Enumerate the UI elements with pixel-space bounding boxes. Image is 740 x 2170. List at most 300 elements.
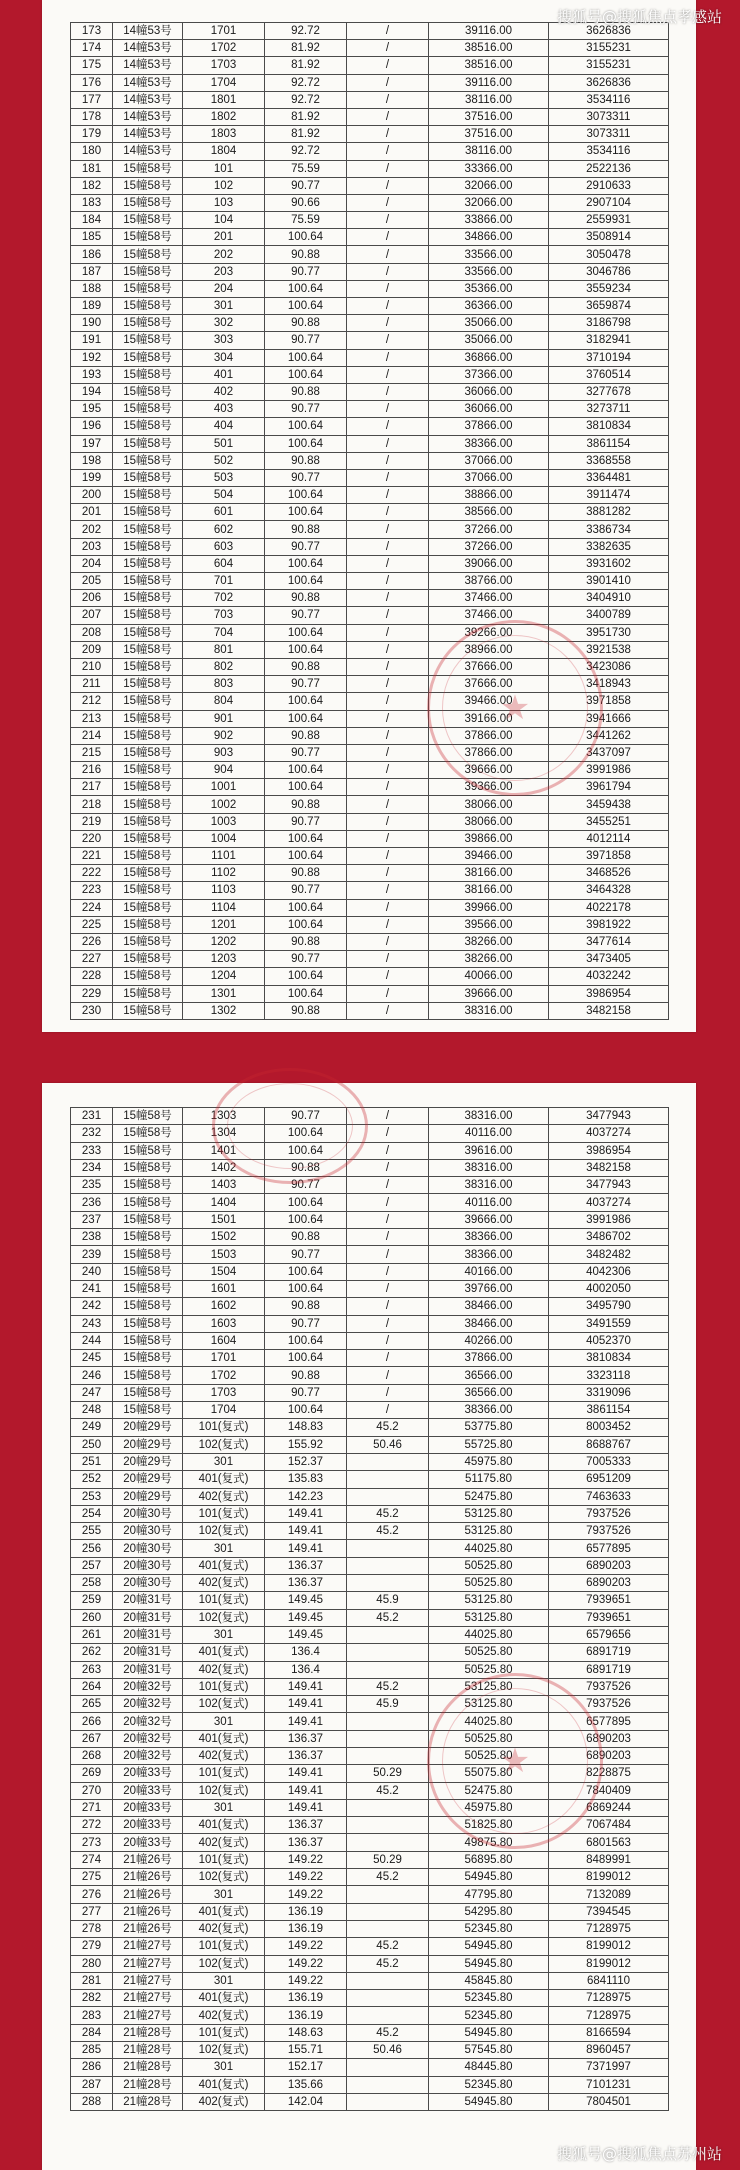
terrace-area-cell: /: [347, 126, 429, 143]
row-number-cell: 267: [71, 1730, 113, 1747]
table-row: [71, 521, 669, 538]
terrace-area-cell: /: [347, 1332, 429, 1349]
floor-area-cell: 155.71: [265, 2042, 347, 2059]
floor-area-cell: 136.4: [265, 1661, 347, 1678]
room-number-cell: 1201: [183, 916, 265, 933]
table-row: [71, 1402, 669, 1419]
total-price-cell: 3482158: [549, 1002, 669, 1019]
table-row: [71, 280, 669, 297]
unit-price-cell: 38066.00: [429, 813, 549, 830]
unit-price-cell: 39066.00: [429, 555, 549, 572]
building-unit-cell: 20幢33号: [113, 1834, 183, 1851]
terrace-area-cell: /: [347, 1142, 429, 1159]
room-number-cell: 301: [183, 1972, 265, 1989]
unit-price-cell: 39766.00: [429, 1280, 549, 1297]
terrace-area-cell: [347, 1540, 429, 1557]
room-number-cell: 301: [183, 1713, 265, 1730]
unit-price-cell: 44025.80: [429, 1540, 549, 1557]
total-price-cell: 8199012: [549, 1869, 669, 1886]
floor-area-cell: 90.88: [265, 796, 347, 813]
terrace-area-cell: /: [347, 349, 429, 366]
room-number-cell: 301: [183, 2059, 265, 2076]
terrace-area-cell: [347, 1799, 429, 1816]
terrace-area-cell: /: [347, 487, 429, 504]
terrace-area-cell: /: [347, 194, 429, 211]
floor-area-cell: 149.22: [265, 1869, 347, 1886]
room-number-cell: 204: [183, 280, 265, 297]
row-number-cell: 205: [71, 573, 113, 590]
terrace-area-cell: /: [347, 469, 429, 486]
terrace-area-cell: /: [347, 779, 429, 796]
room-number-cell: 402(复式): [183, 2007, 265, 2024]
total-price-cell: 4032242: [549, 968, 669, 985]
floor-area-cell: 90.77: [265, 332, 347, 349]
room-number-cell: 202: [183, 246, 265, 263]
total-price-cell: 3810834: [549, 418, 669, 435]
total-price-cell: 3495790: [549, 1298, 669, 1315]
table-row: [71, 2093, 669, 2110]
floor-area-cell: 100.64: [265, 366, 347, 383]
row-number-cell: 269: [71, 1765, 113, 1782]
total-price-cell: 3760514: [549, 366, 669, 383]
room-number-cell: 1001: [183, 779, 265, 796]
total-price-cell: 4002050: [549, 1280, 669, 1297]
room-number-cell: 303: [183, 332, 265, 349]
floor-area-cell: 100.64: [265, 573, 347, 590]
total-price-cell: 3441262: [549, 727, 669, 744]
room-number-cell: 104: [183, 212, 265, 229]
building-unit-cell: 15幢58号: [113, 538, 183, 555]
total-price-cell: 7371997: [549, 2059, 669, 2076]
building-unit-cell: 21幢27号: [113, 1972, 183, 1989]
unit-price-cell: 45975.80: [429, 1453, 549, 1470]
room-number-cell: 1702: [183, 1367, 265, 1384]
total-price-cell: 3971858: [549, 848, 669, 865]
row-number-cell: 241: [71, 1280, 113, 1297]
room-number-cell: 401: [183, 366, 265, 383]
table-row: [71, 1384, 669, 1401]
total-price-cell: 7128975: [549, 1920, 669, 1937]
room-number-cell: 401(复式): [183, 1557, 265, 1574]
room-number-cell: 1303: [183, 1108, 265, 1125]
room-number-cell: 602: [183, 521, 265, 538]
floor-area-cell: 155.92: [265, 1436, 347, 1453]
room-number-cell: 402(复式): [183, 1920, 265, 1937]
building-unit-cell: 15幢58号: [113, 160, 183, 177]
building-unit-cell: 15幢58号: [113, 1315, 183, 1332]
floor-area-cell: 149.41: [265, 1505, 347, 1522]
building-unit-cell: 21幢28号: [113, 2076, 183, 2093]
table-row: [71, 951, 669, 968]
unit-price-cell: 33366.00: [429, 160, 549, 177]
row-number-cell: 243: [71, 1315, 113, 1332]
room-number-cell: 401(复式): [183, 1817, 265, 1834]
terrace-area-cell: 45.2: [347, 1782, 429, 1799]
row-number-cell: 218: [71, 796, 113, 813]
terrace-area-cell: /: [347, 40, 429, 57]
terrace-area-cell: [347, 1972, 429, 1989]
floor-area-cell: 100.64: [265, 899, 347, 916]
terrace-area-cell: /: [347, 315, 429, 332]
total-price-cell: 7937526: [549, 1505, 669, 1522]
unit-price-cell: 50525.80: [429, 1661, 549, 1678]
building-unit-cell: 20幢31号: [113, 1661, 183, 1678]
building-unit-cell: 15幢58号: [113, 624, 183, 641]
row-number-cell: 192: [71, 349, 113, 366]
row-number-cell: 238: [71, 1229, 113, 1246]
total-price-cell: 6890203: [549, 1557, 669, 1574]
row-number-cell: 280: [71, 1955, 113, 1972]
floor-area-cell: 90.88: [265, 383, 347, 400]
terrace-area-cell: [347, 2076, 429, 2093]
row-number-cell: 285: [71, 2042, 113, 2059]
building-unit-cell: 15幢58号: [113, 332, 183, 349]
table-row: [71, 1661, 669, 1678]
floor-area-cell: 92.72: [265, 91, 347, 108]
row-number-cell: 224: [71, 899, 113, 916]
row-number-cell: 237: [71, 1211, 113, 1228]
table-row: [71, 1938, 669, 1955]
terrace-area-cell: /: [347, 57, 429, 74]
total-price-cell: 6891719: [549, 1661, 669, 1678]
row-number-cell: 236: [71, 1194, 113, 1211]
terrace-area-cell: /: [347, 366, 429, 383]
room-number-cell: 103: [183, 194, 265, 211]
unit-price-cell: 37866.00: [429, 418, 549, 435]
room-number-cell: 1703: [183, 57, 265, 74]
room-number-cell: 1402: [183, 1159, 265, 1176]
room-number-cell: 1302: [183, 1002, 265, 1019]
row-number-cell: 197: [71, 435, 113, 452]
table-row: [71, 504, 669, 521]
table-row: [71, 143, 669, 160]
floor-area-cell: 90.77: [265, 1384, 347, 1401]
floor-area-cell: 90.77: [265, 263, 347, 280]
unit-price-cell: 38116.00: [429, 91, 549, 108]
total-price-cell: 3486702: [549, 1229, 669, 1246]
total-price-cell: 3073311: [549, 108, 669, 125]
terrace-area-cell: /: [347, 280, 429, 297]
table-row: [71, 830, 669, 847]
room-number-cell: 1502: [183, 1229, 265, 1246]
terrace-area-cell: [347, 1471, 429, 1488]
terrace-area-cell: /: [347, 160, 429, 177]
room-number-cell: 402(复式): [183, 1488, 265, 1505]
row-number-cell: 247: [71, 1384, 113, 1401]
floor-area-cell: 90.77: [265, 882, 347, 899]
row-number-cell: 226: [71, 933, 113, 950]
total-price-cell: 3455251: [549, 813, 669, 830]
total-price-cell: 3050478: [549, 246, 669, 263]
building-unit-cell: 14幢53号: [113, 108, 183, 125]
building-unit-cell: 15幢58号: [113, 693, 183, 710]
total-price-cell: 6890203: [549, 1730, 669, 1747]
unit-price-cell: 55725.80: [429, 1436, 549, 1453]
total-price-cell: 7937526: [549, 1523, 669, 1540]
floor-area-cell: 90.88: [265, 658, 347, 675]
total-price-cell: 7463633: [549, 1488, 669, 1505]
table-row: [71, 882, 669, 899]
table-row: [71, 1972, 669, 1989]
room-number-cell: 101(复式): [183, 1765, 265, 1782]
unit-price-cell: 37066.00: [429, 469, 549, 486]
table-row: [71, 1367, 669, 1384]
row-number-cell: 179: [71, 126, 113, 143]
floor-area-cell: 81.92: [265, 40, 347, 57]
floor-area-cell: 90.88: [265, 933, 347, 950]
table-row: [71, 727, 669, 744]
floor-area-cell: 136.19: [265, 1920, 347, 1937]
unit-price-cell: 39166.00: [429, 710, 549, 727]
building-unit-cell: 14幢53号: [113, 74, 183, 91]
table-row: [71, 1229, 669, 1246]
row-number-cell: 252: [71, 1471, 113, 1488]
watermark-text: 搜狐号@搜狐焦点苏州站: [556, 2145, 722, 2163]
building-unit-cell: 21幢27号: [113, 2007, 183, 2024]
row-number-cell: 178: [71, 108, 113, 125]
room-number-cell: 1004: [183, 830, 265, 847]
building-unit-cell: 21幢26号: [113, 1851, 183, 1868]
room-number-cell: 503: [183, 469, 265, 486]
building-unit-cell: 21幢28号: [113, 2093, 183, 2110]
row-number-cell: 246: [71, 1367, 113, 1384]
total-price-cell: 3155231: [549, 40, 669, 57]
terrace-area-cell: 50.29: [347, 1765, 429, 1782]
room-number-cell: 1203: [183, 951, 265, 968]
row-number-cell: 253: [71, 1488, 113, 1505]
total-price-cell: 3881282: [549, 504, 669, 521]
terrace-area-cell: /: [347, 1229, 429, 1246]
room-number-cell: 1702: [183, 40, 265, 57]
terrace-area-cell: /: [347, 298, 429, 315]
table-row: [71, 349, 669, 366]
terrace-area-cell: 45.2: [347, 1523, 429, 1540]
unit-price-cell: 37866.00: [429, 1350, 549, 1367]
building-unit-cell: 21幢27号: [113, 1990, 183, 2007]
terrace-area-cell: /: [347, 985, 429, 1002]
table-row: [71, 1436, 669, 1453]
room-number-cell: 302: [183, 315, 265, 332]
building-unit-cell: 15幢58号: [113, 229, 183, 246]
unit-price-cell: 37866.00: [429, 744, 549, 761]
table-row: [71, 1298, 669, 1315]
row-number-cell: 231: [71, 1108, 113, 1125]
total-price-cell: 3400789: [549, 607, 669, 624]
terrace-area-cell: [347, 2093, 429, 2110]
row-number-cell: 245: [71, 1350, 113, 1367]
table-row: [71, 40, 669, 57]
floor-area-cell: 90.77: [265, 469, 347, 486]
terrace-area-cell: /: [347, 1211, 429, 1228]
floor-area-cell: 90.77: [265, 744, 347, 761]
room-number-cell: 102(复式): [183, 1523, 265, 1540]
table-row: [71, 1713, 669, 1730]
building-unit-cell: 15幢58号: [113, 676, 183, 693]
unit-price-cell: 49875.80: [429, 1834, 549, 1851]
building-unit-cell: 15幢58号: [113, 177, 183, 194]
table-row: [71, 1817, 669, 1834]
building-unit-cell: 20幢32号: [113, 1696, 183, 1713]
table-row: [71, 74, 669, 91]
room-number-cell: 604: [183, 555, 265, 572]
room-number-cell: 102(复式): [183, 1869, 265, 1886]
floor-area-cell: 100.64: [265, 762, 347, 779]
table-row: [71, 744, 669, 761]
table-row: [71, 1002, 669, 1019]
total-price-cell: 6890203: [549, 1575, 669, 1592]
terrace-area-cell: 45.2: [347, 1938, 429, 1955]
unit-price-cell: 38166.00: [429, 882, 549, 899]
table-row: [71, 1920, 669, 1937]
floor-area-cell: 136.19: [265, 1903, 347, 1920]
total-price-cell: 3323118: [549, 1367, 669, 1384]
floor-area-cell: 90.77: [265, 676, 347, 693]
row-number-cell: 225: [71, 916, 113, 933]
building-unit-cell: 14幢53号: [113, 91, 183, 108]
table-row: [71, 2007, 669, 2024]
table-row: [71, 383, 669, 400]
unit-price-cell: 52345.80: [429, 2007, 549, 2024]
table-row: [71, 573, 669, 590]
table-row: [71, 899, 669, 916]
unit-price-cell: 39266.00: [429, 624, 549, 641]
table-row: [71, 1471, 669, 1488]
room-number-cell: 1703: [183, 1384, 265, 1401]
building-unit-cell: 21幢26号: [113, 1869, 183, 1886]
total-price-cell: 3971858: [549, 693, 669, 710]
row-number-cell: 265: [71, 1696, 113, 1713]
room-number-cell: 101(复式): [183, 1851, 265, 1868]
unit-price-cell: 36066.00: [429, 401, 549, 418]
unit-price-cell: 36866.00: [429, 349, 549, 366]
total-price-cell: 7939651: [549, 1609, 669, 1626]
terrace-area-cell: /: [347, 212, 429, 229]
row-number-cell: 262: [71, 1644, 113, 1661]
room-number-cell: 401(复式): [183, 2076, 265, 2093]
total-price-cell: 3364481: [549, 469, 669, 486]
table-row: [71, 658, 669, 675]
total-price-cell: 3901410: [549, 573, 669, 590]
floor-area-cell: 81.92: [265, 57, 347, 74]
room-number-cell: 402(复式): [183, 1834, 265, 1851]
total-price-cell: 3477614: [549, 933, 669, 950]
room-number-cell: 1503: [183, 1246, 265, 1263]
total-price-cell: 2910633: [549, 177, 669, 194]
terrace-area-cell: 50.46: [347, 2042, 429, 2059]
unit-price-cell: 53125.80: [429, 1609, 549, 1626]
room-number-cell: 803: [183, 676, 265, 693]
row-number-cell: 248: [71, 1402, 113, 1419]
table-row: [71, 1177, 669, 1194]
unit-price-cell: 50525.80: [429, 1557, 549, 1574]
unit-price-cell: 50525.80: [429, 1575, 549, 1592]
row-number-cell: 210: [71, 658, 113, 675]
unit-price-cell: 38316.00: [429, 1177, 549, 1194]
row-number-cell: 190: [71, 315, 113, 332]
total-price-cell: 3951730: [549, 624, 669, 641]
unit-price-cell: 37066.00: [429, 452, 549, 469]
table-row: [71, 246, 669, 263]
row-number-cell: 232: [71, 1125, 113, 1142]
row-number-cell: 203: [71, 538, 113, 555]
floor-area-cell: 90.77: [265, 401, 347, 418]
building-unit-cell: 15幢58号: [113, 658, 183, 675]
building-unit-cell: 21幢27号: [113, 1955, 183, 1972]
floor-area-cell: 136.19: [265, 2007, 347, 2024]
unit-price-cell: 54945.80: [429, 2024, 549, 2041]
floor-area-cell: 100.64: [265, 280, 347, 297]
row-number-cell: 198: [71, 452, 113, 469]
row-number-cell: 175: [71, 57, 113, 74]
room-number-cell: 1801: [183, 91, 265, 108]
room-number-cell: 1301: [183, 985, 265, 1002]
terrace-area-cell: /: [347, 882, 429, 899]
room-number-cell: 404: [183, 418, 265, 435]
table-row: [71, 1194, 669, 1211]
room-number-cell: 102(复式): [183, 1436, 265, 1453]
building-unit-cell: 21幢28号: [113, 2024, 183, 2041]
floor-area-cell: 100.64: [265, 830, 347, 847]
unit-price-cell: 40116.00: [429, 1194, 549, 1211]
table-row: [71, 607, 669, 624]
row-number-cell: 181: [71, 160, 113, 177]
building-unit-cell: 20幢32号: [113, 1730, 183, 1747]
terrace-area-cell: /: [347, 1159, 429, 1176]
row-number-cell: 282: [71, 1990, 113, 2007]
row-number-cell: 284: [71, 2024, 113, 2041]
room-number-cell: 901: [183, 710, 265, 727]
building-unit-cell: 15幢58号: [113, 762, 183, 779]
row-number-cell: 217: [71, 779, 113, 796]
floor-area-cell: 149.45: [265, 1626, 347, 1643]
terrace-area-cell: /: [347, 246, 429, 263]
total-price-cell: 3418943: [549, 676, 669, 693]
unit-price-cell: 39366.00: [429, 779, 549, 796]
row-number-cell: 254: [71, 1505, 113, 1522]
terrace-area-cell: /: [347, 624, 429, 641]
total-price-cell: 3659874: [549, 298, 669, 315]
terrace-area-cell: [347, 1557, 429, 1574]
total-price-cell: 6577895: [549, 1540, 669, 1557]
unit-price-cell: 38966.00: [429, 641, 549, 658]
table-row: [71, 1782, 669, 1799]
unit-price-cell: 35066.00: [429, 315, 549, 332]
terrace-area-cell: /: [347, 1298, 429, 1315]
building-unit-cell: 15幢58号: [113, 1332, 183, 1349]
room-number-cell: 1803: [183, 126, 265, 143]
room-number-cell: 1601: [183, 1280, 265, 1297]
floor-area-cell: 100.64: [265, 968, 347, 985]
building-unit-cell: 15幢58号: [113, 968, 183, 985]
row-number-cell: 258: [71, 1575, 113, 1592]
unit-price-cell: 51825.80: [429, 1817, 549, 1834]
unit-price-cell: 32066.00: [429, 194, 549, 211]
terrace-area-cell: /: [347, 521, 429, 538]
table-row: [71, 91, 669, 108]
terrace-area-cell: /: [347, 108, 429, 125]
floor-area-cell: 149.22: [265, 1938, 347, 1955]
building-unit-cell: 15幢58号: [113, 263, 183, 280]
unit-price-cell: 33866.00: [429, 212, 549, 229]
unit-price-cell: 38316.00: [429, 1159, 549, 1176]
building-unit-cell: 15幢58号: [113, 916, 183, 933]
floor-area-cell: 149.22: [265, 1972, 347, 1989]
table-row: [71, 1108, 669, 1125]
unit-price-cell: 38266.00: [429, 951, 549, 968]
unit-price-cell: 39466.00: [429, 693, 549, 710]
floor-area-cell: 149.45: [265, 1609, 347, 1626]
row-number-cell: 219: [71, 813, 113, 830]
